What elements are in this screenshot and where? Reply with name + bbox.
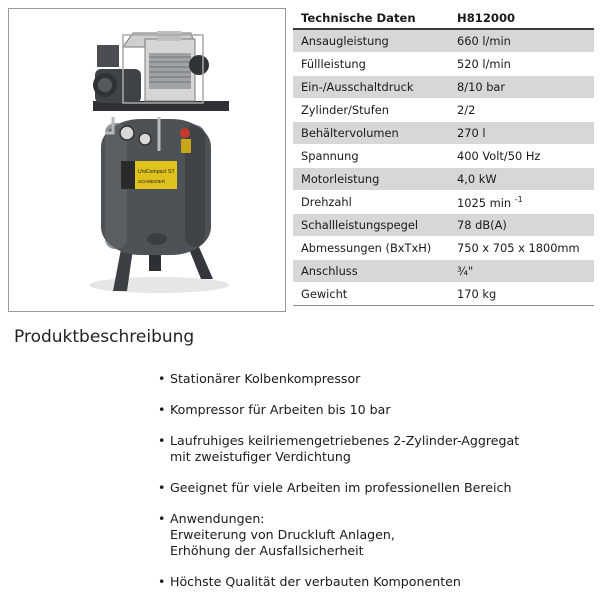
list-item: [158, 371, 598, 387]
technical-data-table: [293, 8, 594, 306]
spec-label: Anschluss: [293, 260, 449, 283]
label-text: UniCompact ST: [138, 169, 175, 175]
spec-value: 400 Volt/50 Hz: [449, 145, 594, 168]
table-row: [293, 53, 594, 76]
spec-label: Spannung: [293, 145, 449, 168]
spec-value: 8/10 bar: [449, 76, 594, 99]
spec-value: ¾": [449, 260, 594, 283]
spec-label: Motorleistung: [293, 168, 449, 191]
list-item-text: Stationärer Kolbenkompressor: [170, 371, 361, 386]
list-item: [158, 574, 598, 590]
table-row: [293, 237, 594, 260]
list-item-text: Erweiterung von Druckluft Anlagen,: [170, 527, 395, 542]
brand-text: SCHNEIDER: [138, 179, 166, 184]
bullet-icon: •: [158, 511, 166, 526]
section-title: Produktbeschreibung: [14, 327, 195, 347]
spec-value: [449, 191, 594, 214]
rpm-superscript: -1: [514, 194, 523, 204]
spec-label: Abmessungen (BxTxH): [293, 237, 449, 260]
list-item: [158, 402, 598, 418]
spec-label: Ein-/Ausschaltdruck: [293, 76, 449, 99]
spec-value: 520 l/min: [449, 53, 594, 76]
feature-list: [158, 371, 598, 605]
list-item-text: Anwendungen:: [170, 511, 265, 526]
table-header-label: Technische Daten: [293, 8, 449, 29]
table-row: [293, 99, 594, 122]
compressor-illustration: [9, 9, 285, 311]
bullet-icon: •: [158, 371, 166, 386]
bullet-icon: •: [158, 480, 166, 495]
list-item: [158, 433, 598, 465]
spec-label: Zylinder/Stufen: [293, 99, 449, 122]
rpm-value: 1025 min: [457, 195, 512, 210]
spec-value: 170 kg: [449, 283, 594, 306]
table-row: [293, 29, 594, 53]
pressure-gauge-icon: [139, 133, 151, 145]
bullet-icon: •: [158, 402, 166, 417]
spec-label: Ansaugleistung: [293, 29, 449, 53]
table-row: [293, 283, 594, 306]
table-row: [293, 122, 594, 145]
bullet-icon: •: [158, 433, 166, 448]
spec-label: Füllleistung: [293, 53, 449, 76]
list-item-text: Erhöhung der Ausfallsicherheit: [170, 543, 364, 558]
spec-label: Behältervolumen: [293, 122, 449, 145]
list-item-text: Kompressor für Arbeiten bis 10 bar: [170, 402, 391, 417]
table-row: [293, 168, 594, 191]
spec-value: 660 l/min: [449, 29, 594, 53]
spec-label: Drehzahl: [293, 191, 449, 214]
spec-label: Gewicht: [293, 283, 449, 306]
red-knob-icon: [180, 128, 190, 138]
list-item: [158, 480, 598, 496]
tank-foot: [189, 247, 213, 279]
spec-label: Schallleistungspegel: [293, 214, 449, 237]
table-row: [293, 214, 594, 237]
tank-foot: [149, 255, 161, 271]
table-row: [293, 191, 594, 214]
list-item-text: Höchste Qualität der verbauten Komponenten: [170, 574, 461, 589]
table-row: [293, 76, 594, 99]
spec-value: 2/2: [449, 99, 594, 122]
list-item-text: Laufruhiges keilriemengetriebenes 2-Zylinder-Aggregat: [170, 433, 520, 448]
bullet-icon: •: [158, 574, 166, 589]
spec-value: 750 x 705 x 1800mm: [449, 237, 594, 260]
list-item: [158, 511, 598, 559]
list-item-text: Geeignet für viele Arbeiten im professionellen Bereich: [170, 480, 512, 495]
table-row: [293, 260, 594, 283]
air-filter-icon: [189, 55, 209, 75]
list-item-text: mit zweistufiger Verdichtung: [170, 449, 351, 464]
floor-shadow: [89, 277, 229, 293]
product-photo: [8, 8, 286, 312]
table-row: [293, 145, 594, 168]
table-header-model: H812000: [449, 8, 594, 29]
spec-value: 78 dB(A): [449, 214, 594, 237]
spec-value: 4,0 kW: [449, 168, 594, 191]
spec-value: 270 l: [449, 122, 594, 145]
table-header-row: [293, 8, 594, 29]
pressure-gauge-icon: [120, 126, 134, 140]
